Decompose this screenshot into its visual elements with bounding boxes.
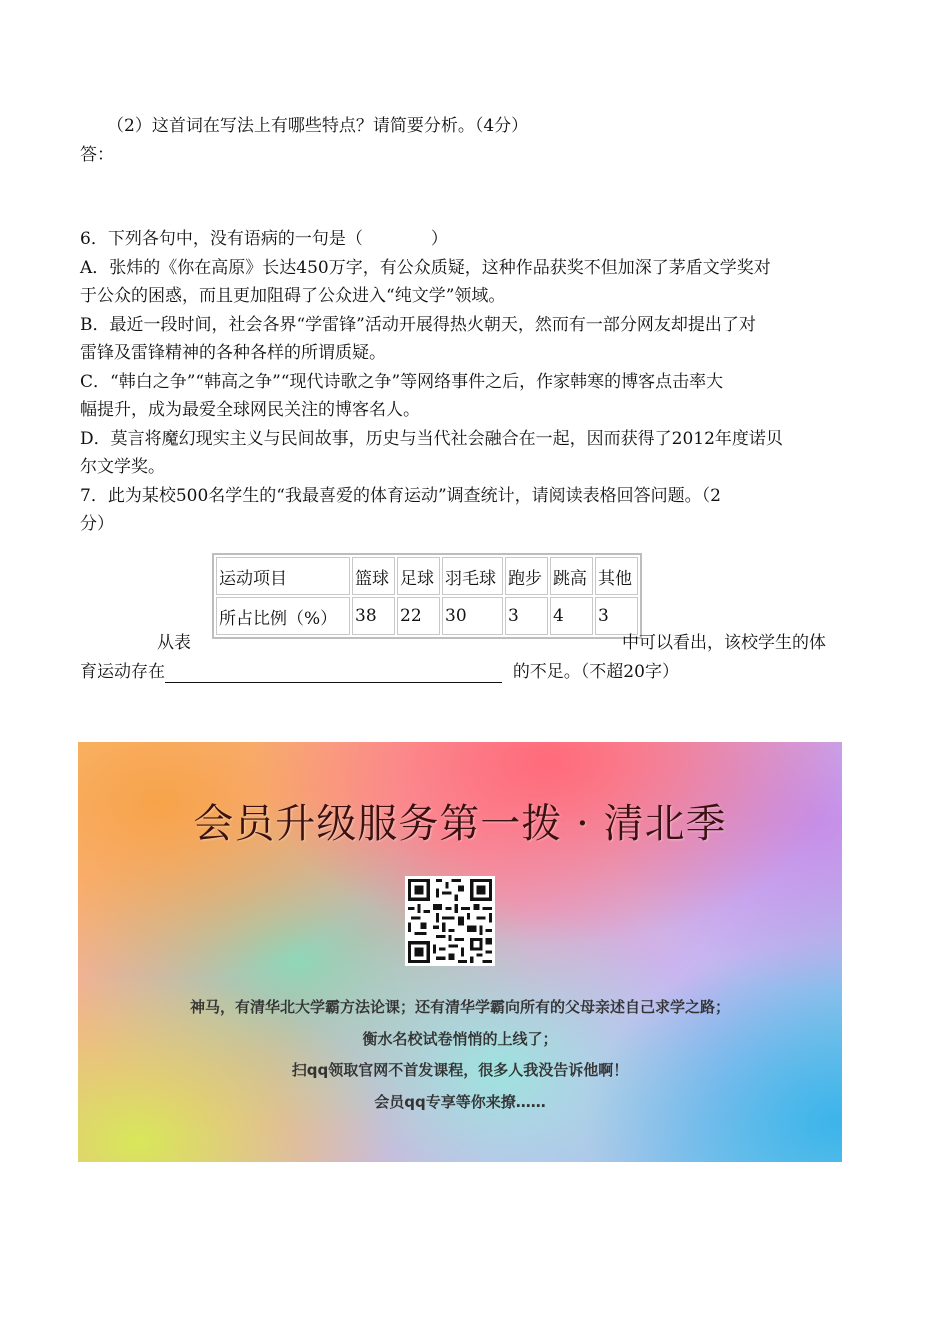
table-cell: 运动项目 xyxy=(216,557,350,595)
question-6-stem: 6．下列各句中，没有语病的一句是（ ） xyxy=(80,229,448,249)
table-cell: 跑步 xyxy=(505,557,548,595)
option-c-line1: C．“韩白之争”“韩高之争”“现代诗歌之争”等网络事件之后，作家韩寒的博客点击率大 xyxy=(80,371,724,392)
question-7-stem-line1: 7．此为某校500名学生的“我最喜爱的体育运动”调查统计，请阅读表格回答问题。（2 xyxy=(80,485,721,506)
question-7-stem-line2: 分） xyxy=(80,514,114,534)
banner-line-1: 神马，有清华北大学霸方法论课；还有清华学霸向所有的父母亲述自己求学之路； xyxy=(189,998,730,1016)
q7-prefix: 从表 xyxy=(157,633,191,653)
question-6 xyxy=(80,225,870,539)
banner-line-3: 扫qq领取官网不首发课程，很多人我没告诉他啊！ xyxy=(291,1061,629,1079)
banner-line-4: 会员qq专享等你来撩…… xyxy=(374,1092,546,1111)
option-a-line1: A．张炜的《你在高原》长达450万字，有公众质疑，这种作品获奖不但加深了茅盾文学奖对 xyxy=(80,257,771,278)
answer-blank[interactable] xyxy=(165,662,502,683)
q7-suffix: 中可以看出，该校学生的体 xyxy=(622,633,826,653)
sports-survey-table xyxy=(212,553,642,639)
option-d-line1: D．莫言将魔幻现实主义与民间故事，历史与当代社会融合在一起，因而获得了2012年度诺贝 xyxy=(80,428,783,449)
option-d-line2: 尔文学奖。 xyxy=(80,457,165,477)
table-row xyxy=(216,597,638,635)
option-b-line1: B．最近一段时间，社会各界“学雷锋”活动开展得热火朝天，然而有一部分网友却提出了对 xyxy=(80,314,756,335)
option-a-line2: 于公众的困惑，而且更加阻碍了公众进入“纯文学”领域。 xyxy=(80,286,506,306)
table-cell: 跳高 xyxy=(550,557,593,595)
table-cell: 其他 xyxy=(595,557,638,595)
table-cell: 4 xyxy=(550,597,593,635)
option-b-line2: 雷锋及雷锋精神的各种各样的所谓质疑。 xyxy=(80,343,386,363)
banner-line-2: 衡水名校试卷悄悄的上线了； xyxy=(362,1029,558,1048)
table-cell: 38 xyxy=(352,597,395,635)
table-cell: 30 xyxy=(442,597,503,635)
qr-code-icon xyxy=(405,876,495,966)
question-5-2: （2）这首词在写法上有哪些特点？请简要分析。（4分） xyxy=(107,116,529,136)
table-cell: 3 xyxy=(505,597,548,635)
table-cell: 足球 xyxy=(397,557,440,595)
table-header-row xyxy=(216,557,638,595)
table-cell: 22 xyxy=(397,597,440,635)
banner-title: 会员升级服务第一拨 · 清北季 xyxy=(193,801,727,847)
table-cell: 3 xyxy=(595,597,638,635)
q7-line2-end: 的不足。（不超20字） xyxy=(512,662,679,682)
table-cell: 所占比例（%） xyxy=(216,597,350,635)
q7-line2-start: 育运动存在 xyxy=(80,662,165,682)
promo-banner xyxy=(78,742,842,1162)
q7-answer-line xyxy=(80,661,679,683)
table-cell: 羽毛球 xyxy=(442,557,503,595)
table-cell: 篮球 xyxy=(352,557,395,595)
banner-text xyxy=(78,992,842,1118)
option-c-line2: 幅提升，成为最爱全球网民关注的博客名人。 xyxy=(80,400,420,420)
answer-label: 答： xyxy=(80,145,114,165)
